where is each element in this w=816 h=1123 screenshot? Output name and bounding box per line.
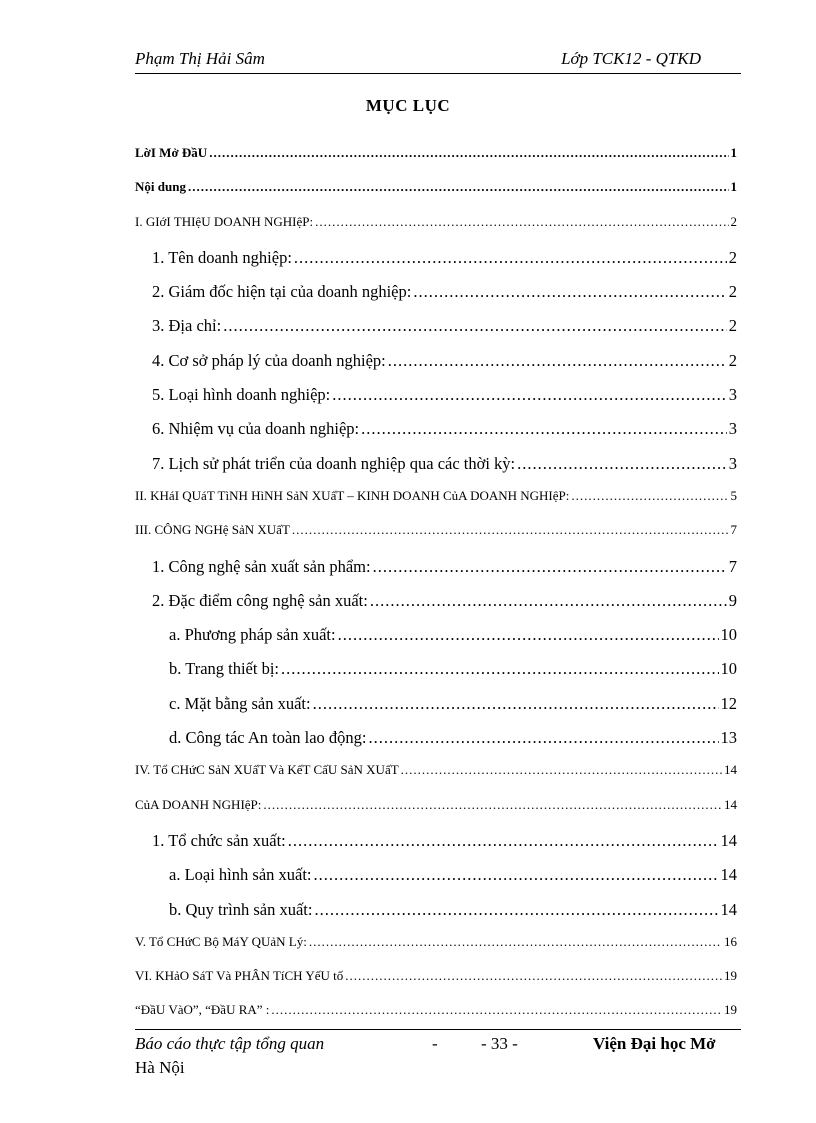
toc-page-number: 7 [728,556,737,576]
toc-entry-text: CủA DOANH NGHIệP: [135,796,262,812]
toc-leader-dots [388,351,727,371]
toc-leader-dots [281,659,718,679]
toc-leader-dots [315,214,728,230]
toc-entry[interactable] [135,141,741,175]
toc-page-number: 1 [730,145,737,160]
toc-entry[interactable] [135,998,741,1032]
toc-leader-dots [571,488,728,504]
toc-entry[interactable] [135,450,741,484]
toc-page-number: 10 [720,625,737,645]
toc-leader-dots [288,831,719,851]
toc-entry-text: 2. Đặc điểm công nghệ sản xuất: [152,590,368,610]
toc-page-number: 10 [720,659,737,679]
toc-page-number: 1 [730,179,737,195]
toc-page-number: 5 [730,487,737,503]
toc-entry[interactable] [135,655,741,689]
toc-entry[interactable] [135,484,741,518]
toc-entry[interactable] [135,518,741,552]
toc-entry-text: 7. Lịch sử phát triển của doanh nghiệp qua các thời kỳ: [152,453,516,473]
toc-entry-text: 1. Tên doanh nghiệp: [152,247,292,267]
toc-leader-dots [517,454,727,474]
toc-leader-dots [223,316,727,336]
toc-entry-text: c. Mặt bằng sản xuất: [169,693,311,713]
toc-page-number: 13 [720,728,737,748]
toc-entry-text: VI. KHảO SáT Và PHÂN TíCH YếU tố [135,968,344,984]
toc-page-number: 9 [728,590,737,610]
toc-entry-text: 5. Loại hình doanh nghiệp: [152,385,331,405]
toc-leader-dots [188,179,729,195]
toc-page-number: 3 [728,419,737,439]
toc-leader-dots [263,797,722,813]
toc-entry[interactable] [135,724,741,758]
toc-leader-dots [401,762,722,778]
toc-page-number: 19 [724,1002,737,1018]
toc-leader-dots [370,591,727,611]
table-of-contents [135,141,741,1033]
toc-page-number: 2 [728,247,737,267]
toc-page-number: 12 [720,693,737,713]
toc-page-number: 2 [728,316,737,336]
toc-leader-dots [314,865,719,885]
toc-leader-dots [271,1002,722,1018]
toc-entry[interactable] [135,793,741,827]
toc-entry[interactable] [135,827,741,861]
toc-entry-text: II. KHáI QUáT TìNH HìNH SảN XUấT – KINH DOANH CủA DOANH NGHIệP: [135,487,570,503]
toc-entry-text: III. CÔNG NGHệ SảN XUấT [135,522,290,538]
header-class: Lớp TCK12 - QTKD [561,49,701,68]
toc-leader-dots [314,900,718,920]
toc-leader-dots [332,385,726,405]
toc-entry-text: d. Công tác An toàn lao động: [169,728,367,748]
toc-entry-text: I. GIớI THIệU DOANH NGHIệP: [135,213,314,229]
toc-leader-dots [209,145,728,161]
toc-leader-dots [294,248,727,268]
page-title: MỤC LỤC [365,96,451,115]
toc-entry[interactable] [135,244,741,278]
toc-page-number: 14 [724,762,737,778]
toc-entry-text: 2. Giám đốc hiện tại của doanh nghiệp: [152,282,412,302]
toc-entry-text: b. Trang thiết bị: [169,659,280,679]
toc-page-number: 19 [724,968,737,984]
toc-entry-text: 3. Địa chỉ: [152,316,222,336]
toc-page-number: 14 [724,796,737,812]
toc-entry[interactable] [135,415,741,449]
toc-page-number: 2 [730,213,737,229]
toc-entry-text: 6. Nhiệm vụ của doanh nghiệp: [152,419,360,439]
toc-leader-dots [413,282,726,302]
toc-entry[interactable] [135,758,741,792]
toc-entry[interactable] [135,964,741,998]
toc-page-number: 14 [720,830,737,850]
toc-leader-dots [338,625,719,645]
toc-entry[interactable] [135,347,741,381]
toc-page-number: 2 [728,350,737,370]
footer-report-title: Báo cáo thực tập tổng quan [135,1034,325,1053]
toc-entry[interactable] [135,930,741,964]
toc-entry[interactable] [135,861,741,895]
toc-leader-dots [309,934,722,950]
toc-entry[interactable] [135,312,741,346]
toc-page-number: 3 [728,453,737,473]
page-header [135,47,741,74]
toc-entry-text: 4. Cơ sở pháp lý của doanh nghiệp: [152,350,386,370]
toc-entry-text: Nội dung [135,179,186,195]
toc-entry[interactable] [135,621,741,655]
toc-page-number: 14 [720,865,737,885]
footer-institute-city: Hà Nội [135,1058,185,1077]
toc-page-number: 16 [724,933,737,949]
toc-leader-dots [345,968,722,984]
toc-leader-dots [369,728,719,748]
toc-leader-dots [361,419,727,439]
toc-entry-text: V. Tổ CHứC Bộ MáY QUảN Lý: [135,933,307,949]
toc-entry-text: IV. Tổ CHứC SảN XUấT Và KếT CấU SảN XUấT [135,762,399,778]
footer-page-number: - 33 - [481,1034,518,1053]
footer-divider [135,1029,741,1030]
header-author: Phạm Thị Hải Sâm [135,49,265,68]
toc-entry-text: “ĐầU VàO”, “ĐầU RA” : [135,1002,270,1018]
footer-institute: Viện Đại học Mở [593,1034,716,1053]
toc-entry[interactable] [135,381,741,415]
toc-entry[interactable] [135,210,741,244]
toc-entry[interactable] [135,587,741,621]
toc-entry[interactable] [135,553,741,587]
toc-entry-text: LờI Mở ĐầU [135,145,208,160]
toc-leader-dots [313,694,719,714]
toc-entry[interactable] [135,896,741,930]
toc-entry[interactable] [135,278,741,312]
toc-entry[interactable] [135,175,741,209]
toc-entry-text: a. Phương pháp sản xuất: [169,625,336,645]
toc-entry-text: 1. Tổ chức sản xuất: [152,830,286,850]
footer-dash: - [432,1034,438,1053]
toc-page-number: 3 [728,385,737,405]
toc-entry-text: 1. Công nghệ sản xuất sản phẩm: [152,556,371,576]
toc-entry[interactable] [135,690,741,724]
toc-leader-dots [292,522,729,538]
toc-leader-dots [373,557,727,577]
toc-entry-text: a. Loại hình sản xuất: [169,865,312,885]
toc-entry-text: b. Quy trình sản xuất: [169,899,313,919]
toc-page-number: 2 [728,282,737,302]
toc-page-number: 14 [720,899,737,919]
toc-page-number: 7 [730,522,737,538]
